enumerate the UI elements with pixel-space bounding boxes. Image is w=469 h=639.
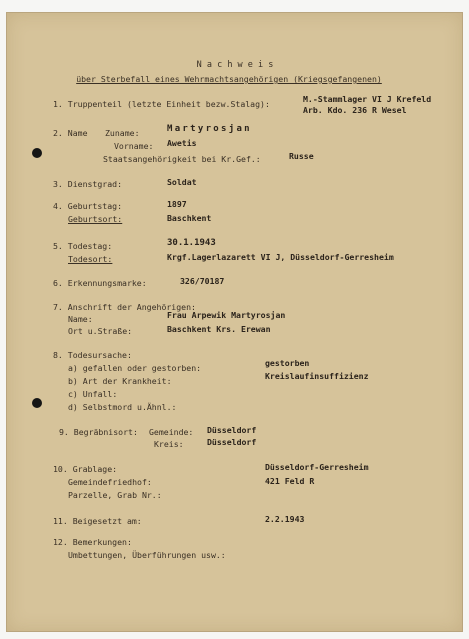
field-label-krankheit: b) Art der Krankheit: bbox=[68, 376, 172, 386]
field-label-begraebnisort: 9. Begräbnisort: bbox=[59, 427, 138, 437]
field-value-ort-strasse: Baschkent Krs. Erewan bbox=[167, 324, 271, 334]
field-value-gemeinde: Düsseldorf bbox=[207, 425, 257, 435]
field-label-dienstgrad: 3. Dienstgrad: bbox=[53, 179, 123, 189]
field-label-truppenteil: 1. Truppenteil (letzte Einheit bezw.Stalag): bbox=[53, 99, 270, 109]
punch-hole-bottom bbox=[32, 398, 42, 408]
field-label-unfall: c) Unfall: bbox=[68, 389, 118, 399]
field-label-gemeinde: Gemeinde: bbox=[149, 427, 194, 437]
field-label-angehoerige-name: Name: bbox=[68, 314, 93, 324]
field-label-ort-strasse: Ort u.Straße: bbox=[68, 326, 133, 336]
field-label-todestag: 5. Todestag: bbox=[53, 241, 113, 251]
field-value-krankheit: Kreislaufinsuffizienz bbox=[265, 371, 369, 381]
death-record-card bbox=[6, 12, 463, 632]
field-label-gefallen-gestorben: a) gefallen oder gestorben: bbox=[68, 363, 202, 373]
field-label-erkennungsmarke: 6. Erkennungsmarke: bbox=[53, 278, 147, 288]
field-value-vorname: Awetis bbox=[167, 138, 197, 148]
field-value-todesort: Krgf.Lagerlazarett VI J, Düsseldorf-Gerresheim bbox=[167, 252, 394, 262]
punch-hole-top bbox=[32, 148, 42, 158]
field-value-friedhof: Düsseldorf-Gerresheim bbox=[265, 462, 369, 472]
field-label-bemerkungen: 12. Bemerkungen: bbox=[53, 537, 132, 547]
field-value-zuname: Martyrosjan bbox=[167, 124, 252, 134]
field-value-geburtstag: 1897 bbox=[167, 199, 187, 209]
field-value-dienstgrad: Soldat bbox=[167, 177, 197, 187]
document-subtitle: über Sterbefall eines Wehrmachtsangehörigen (Kriegsgefangenen) bbox=[76, 74, 382, 84]
field-label-geburtsort: Geburtsort: bbox=[68, 214, 123, 224]
field-value-erkennungsmarke: 326/70187 bbox=[180, 276, 225, 286]
document-title: N a c h w e i s bbox=[196, 60, 274, 70]
field-value-truppenteil-2: Arb. Kdo. 236 R Wesel bbox=[303, 105, 407, 115]
field-value-gefallen-gestorben: gestorben bbox=[265, 358, 310, 368]
field-label-anschrift: 7. Anschrift der Angehörigen: bbox=[53, 302, 196, 312]
field-label-geburtstag: 4. Geburtstag: bbox=[53, 201, 123, 211]
field-label-vorname: Vorname: bbox=[114, 141, 154, 151]
field-label-staatsangehoerigkeit: Staatsangehörigkeit bei Kr.Gef.: bbox=[103, 154, 261, 164]
field-value-todestag: 30.1.1943 bbox=[167, 238, 216, 248]
field-label-todesursache: 8. Todesursache: bbox=[53, 350, 132, 360]
field-value-truppenteil-1: M.-Stammlager VI J Krefeld bbox=[303, 94, 432, 104]
field-label-grablage: 10. Grablage: bbox=[53, 464, 118, 474]
field-value-geburtsort: Baschkent bbox=[167, 213, 212, 223]
field-value-angehoerige-name: Frau Arpewik Martyrosjan bbox=[167, 310, 286, 320]
field-label-selbstmord: d) Selbstmord u.Ähnl.: bbox=[68, 402, 177, 412]
field-label-gemeindefriedhof: Gemeindefriedhof: bbox=[68, 477, 152, 487]
field-label-umbettungen: Umbettungen, Überführungen usw.: bbox=[68, 550, 226, 560]
field-value-kreis: Düsseldorf bbox=[207, 437, 257, 447]
field-label-beigesetzt: 11. Beigesetzt am: bbox=[53, 516, 142, 526]
field-label-kreis: Kreis: bbox=[154, 439, 184, 449]
field-value-beigesetzt: 2.2.1943 bbox=[265, 514, 305, 524]
field-label-zuname: Zuname: bbox=[105, 128, 140, 138]
field-value-staatsangehoerigkeit: Russe bbox=[289, 151, 314, 161]
field-value-grab-nr: 421 Feld R bbox=[265, 476, 315, 486]
field-label-name: 2. Name bbox=[53, 128, 88, 138]
field-label-todesort: Todesort: bbox=[68, 254, 113, 264]
field-label-parzelle: Parzelle, Grab Nr.: bbox=[68, 490, 162, 500]
